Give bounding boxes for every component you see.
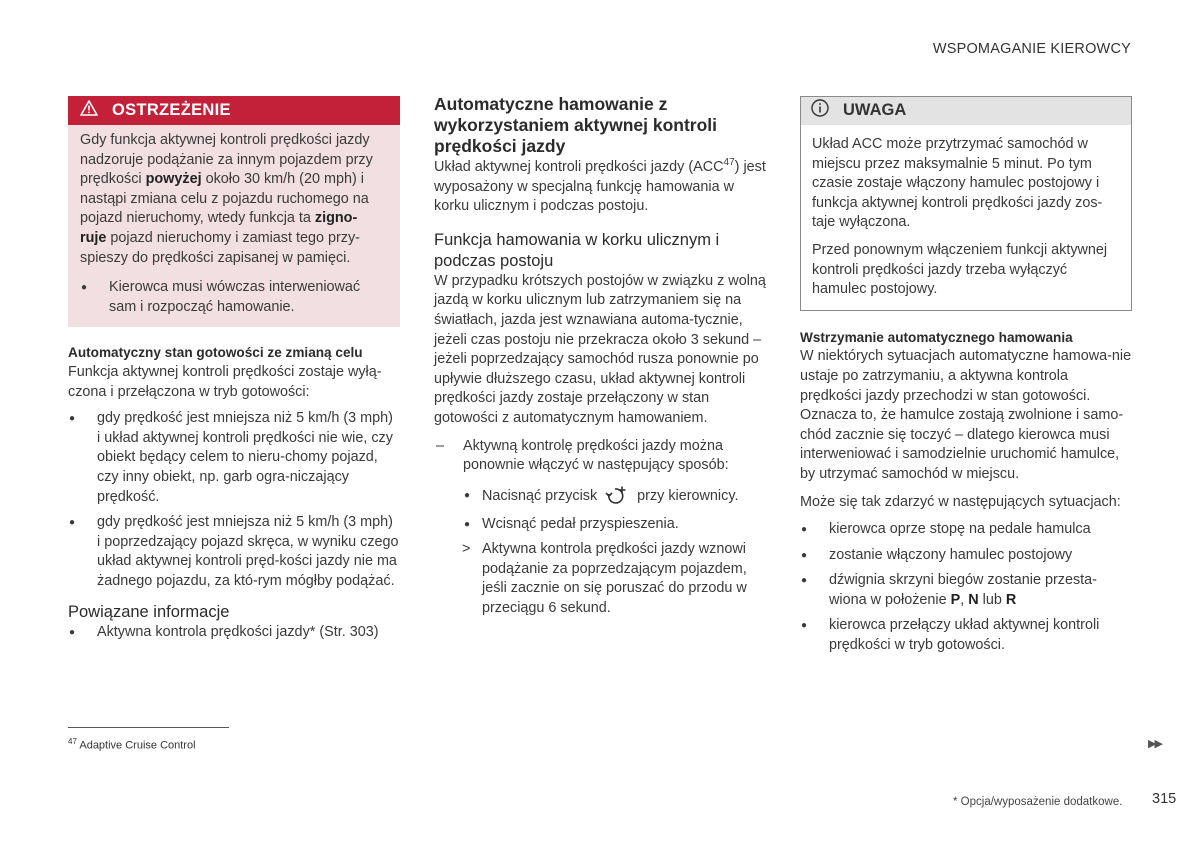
warning-title: OSTRZEŻENIE	[112, 100, 231, 119]
list-item: ● kierowca oprze stopę na pedale hamulca	[800, 520, 1132, 540]
warning-body	[68, 125, 400, 327]
note-box	[800, 96, 1132, 311]
intro-paragraph	[434, 158, 766, 217]
gear-position-n: N	[968, 591, 979, 608]
body-paragraph: W przypadku krótszych postojów w związku z wolną jazdą w korku ulicznym lub zatrzymaniem się na światłach, jazda jest wznawiana automa-tycznie, jeżeli czas postoju nie przekracza około 3 sekund – jeżeli poprzedzający samochód rusza ponownie po upływie dłuższego czasu, układ aktywnej kontroli prędkości jazdy zostaje przełączony w stan gotowości z automatycznym hamowaniem.	[434, 272, 766, 426]
warning-emphasis: ruje	[80, 229, 107, 246]
footnote-divider	[68, 727, 229, 728]
subheading-brake-release: Wstrzymanie automatycznego hamowania	[800, 329, 1073, 345]
main-heading: Automatyczne hamowanie z wykorzystaniem aktywnej kontroli prędkości jazdy	[434, 94, 718, 156]
step-item: – Aktywną kontrolę prędkości jazdy można ponownie włączyć w następujący sposób:	[434, 437, 766, 476]
list-text: ,	[960, 591, 969, 608]
gear-position-p: P	[950, 591, 961, 608]
warning-line: pojazd nieruchomy i zamiast tego przy-	[106, 229, 360, 246]
warning-line: spieszy do prędkości zapisanej w pamięci.	[80, 249, 351, 266]
gear-position-r: R	[1005, 591, 1017, 608]
warning-line: prędkości	[80, 171, 146, 188]
warning-line: nadzoruje podążanie za innym pojazdem przy	[80, 151, 373, 168]
list-item: ● kierowca przełączy układ aktywnej kontroli prędkości w tryb gotowości.	[800, 616, 1132, 655]
warning-text	[80, 131, 390, 268]
warning-line: pojazd nieruchomy, wtedy funkcja ta	[80, 210, 315, 227]
related-link-item[interactable]: ● Aktywna kontrola prędkości jazdy* (Str. 303)	[68, 623, 400, 643]
note-paragraph: Układ ACC może przytrzymać samochód w miejscu przez maksymalnie 5 minut. Po tym czasie zostaje włączony hamulec postojowy i funkcja aktywnej kontroli prędkości jazdy zos-taje wyłączona.	[812, 136, 1103, 231]
subheading-auto-standby: Automatyczny stan gotowości ze zmianą celu	[68, 345, 363, 361]
warning-box	[68, 96, 400, 327]
substep-item	[434, 486, 766, 511]
footnote-ref[interactable]: 47	[723, 157, 735, 169]
intro-text: ) jest wyposażony w specjalną funkcję hamowania w korku ulicznym i podczas postoju.	[434, 159, 766, 215]
optional-equipment-note: * Opcja/wyposażenie dodatkowe.	[953, 796, 1123, 808]
warning-line: około 30 km/h (20 mph) i	[201, 171, 364, 188]
result-item: > Aktywna kontrola prędkości jazdy wznowi podążanie za poprzedzającym pojazdem, jeśli zacznie on się poruszać do przodu w przeciągu 6 sekund.	[434, 540, 766, 618]
page-number: 315	[1152, 791, 1177, 807]
next-page-icon[interactable]: ▶▶	[1148, 738, 1161, 750]
note-body	[801, 125, 1131, 310]
column-middle	[434, 94, 766, 618]
warning-emphasis: zigno-	[314, 210, 358, 227]
warning-emphasis: powyżej	[145, 171, 202, 188]
cruise-resume-icon	[605, 486, 627, 511]
note-title: UWAGA	[843, 101, 907, 120]
footnote-text: Adaptive Cruise Control	[79, 739, 196, 752]
list-text: lub	[978, 591, 1006, 608]
body-paragraph: W niektórych sytuacjach automatyczne hamowa-nie ustaje po zatrzymaniu, a aktywna kontrola prędkości jazdy przechodzi w stan gotowości. Oznacza to, że hamulce zostają zwolnione i samo-chód zacznie się toczyć – dlatego kierowca musi interweniować i samodzielnie uruchomić hamulce, by utrzymać samochód w miejscu.	[800, 348, 1132, 482]
warning-line: nastąpi zmiana celu z pojazdu ruchomego na	[80, 190, 369, 207]
column-left	[68, 96, 400, 643]
warning-line: Gdy funkcja aktywnej kontroli prędkości jazdy	[80, 132, 370, 148]
note-paragraph: Przed ponownym włączeniem funkcji aktywnej kontroli prędkości jazdy trzeba wyłączyć hamulec postojowy.	[812, 241, 1108, 298]
section-title: WSPOMAGANIE KIEROWCY	[932, 41, 1131, 57]
warning-bullet: ● Kierowca musi wówczas interweniować sam i rozpocząć hamowanie.	[80, 278, 390, 317]
list-item: ● gdy prędkość jest mniejsza niż 5 km/h (3 mph) i układ aktywnej kontroli prędkości nie wie, czy obiekt będący celem to nieru-chomy pojazd, czy inny obiekt, np. garb ogra-niczający prędkość.	[68, 409, 400, 507]
note-header	[801, 97, 1131, 125]
list-item	[800, 571, 1132, 610]
info-icon	[811, 99, 843, 123]
substep-text: Nacisnąć przycisk	[482, 487, 598, 504]
related-info-heading: Powiązane informacje	[68, 603, 230, 622]
list-item: ● gdy prędkość jest mniejsza niż 5 km/h (3 mph) i poprzedzający pojazd skręca, w wyniku czego układ aktywnej kontroli pręd-kości jazdy nie ma żadnego pojazdu, za któ-rym mógłby podążać.	[68, 513, 400, 591]
footnote-number: 47	[68, 737, 77, 746]
substep-item: ● Wcisnąć pedał przyspieszenia.	[434, 515, 766, 535]
intro-paragraph: Funkcja aktywnej kontroli prędkości zostaje wyłą-czona i przełączona w tryb gotowości:	[68, 363, 382, 400]
body-paragraph: Może się tak zdarzyć w następujących sytuacjach:	[800, 493, 1121, 510]
footnote	[68, 732, 196, 756]
intro-text: Układ aktywnej kontroli prędkości jazdy (ACC	[434, 159, 724, 175]
list-item: ● zostanie włączony hamulec postojowy	[800, 546, 1132, 566]
subheading-traffic-braking: Funkcja hamowania w korku ulicznym i podczas postoju	[434, 230, 720, 270]
substep-text: przy kierownicy.	[637, 487, 739, 504]
column-right	[800, 96, 1132, 656]
warning-header	[68, 96, 400, 125]
list-text: dźwignia skrzyni biegów zostanie przesta-wiona w położenie	[829, 572, 1097, 608]
warning-triangle-icon	[80, 100, 112, 122]
